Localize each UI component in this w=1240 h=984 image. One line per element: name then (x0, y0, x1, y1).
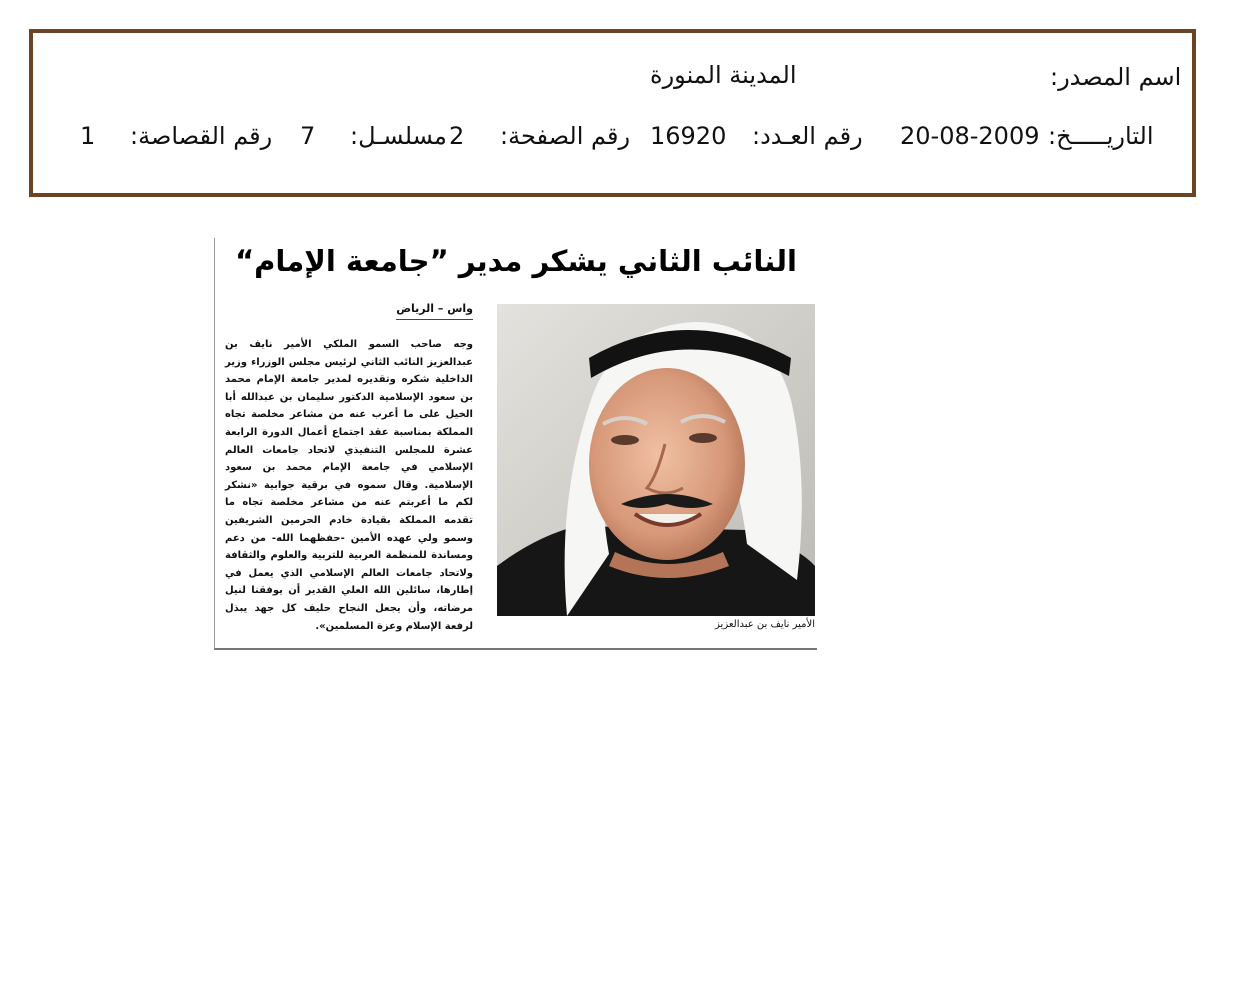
article-headline: النائب الثاني يشكر مدير ”جامعة الإمام“ (235, 244, 797, 278)
date-label: التاريـــــخ: (1048, 122, 1154, 150)
date-value: 20-08-2009 (900, 122, 1040, 150)
article-body: وجه صاحب السمو الملكي الأمير نايف بن عبدالعزيز النائب الثاني لرئيس مجلس الوزراء وزير الداخلية شكره وتقديره لمدير جامعة الإمام محمد بن سعود الإسلامية الدكتور سليمان بن عبدالله أبا الخيل على ما أعرب عنه من مشاعر مخلصة تجاه المملكة بمناسبة عقد اجتماع أعمال الدورة الرابعة عشرة للمجلس التنفيذي لاتحاد جامعات العالم الإسلامي في جامعة الإمام محمد بن سعود الإسلامية. وقال سموه في برقية جوابية «نشكر لكم ما أعربتم عنه من مشاعر مخلصة تجاه ما تقدمه المملكة بقيادة خادم الحرمين الشريفين وسمو ولي عهده الأمين -حفظهما الله- من دعم ومساندة للمنظمة العربية للتربية والعلوم والثقافة ولاتحاد جامعات العالم الإسلامي الذي يعمل في إطارها، سائلين الله العلي القدير أن يوفقنا لنيل مرضاته، وأن يجعل النجاح حليف كل جهد يبذل لرفعة الإسلام وعزة المسلمين». (225, 339, 473, 632)
portrait-illustration (497, 304, 815, 616)
issue-label: رقم العـدد: (752, 122, 863, 150)
serial-label: مسلسـل: (350, 122, 447, 150)
clip-label: رقم القصاصة: (130, 122, 273, 150)
newspaper-clipping (214, 238, 817, 650)
page-value: 2 (449, 122, 465, 150)
photo-caption: الأمير نايف بن عبدالعزيز (715, 619, 815, 630)
clip-value: 1 (80, 122, 96, 150)
clipping-info-box (29, 29, 1196, 197)
source-value: المدينة المنورة (650, 61, 797, 89)
page-label: رقم الصفحة: (500, 122, 631, 150)
source-label: اسم المصدر: (1050, 63, 1182, 91)
issue-value: 16920 (650, 122, 727, 150)
portrait-photo (497, 304, 815, 616)
serial-value: 7 (300, 122, 316, 150)
article-dateline: واس – الرياض (396, 302, 473, 320)
